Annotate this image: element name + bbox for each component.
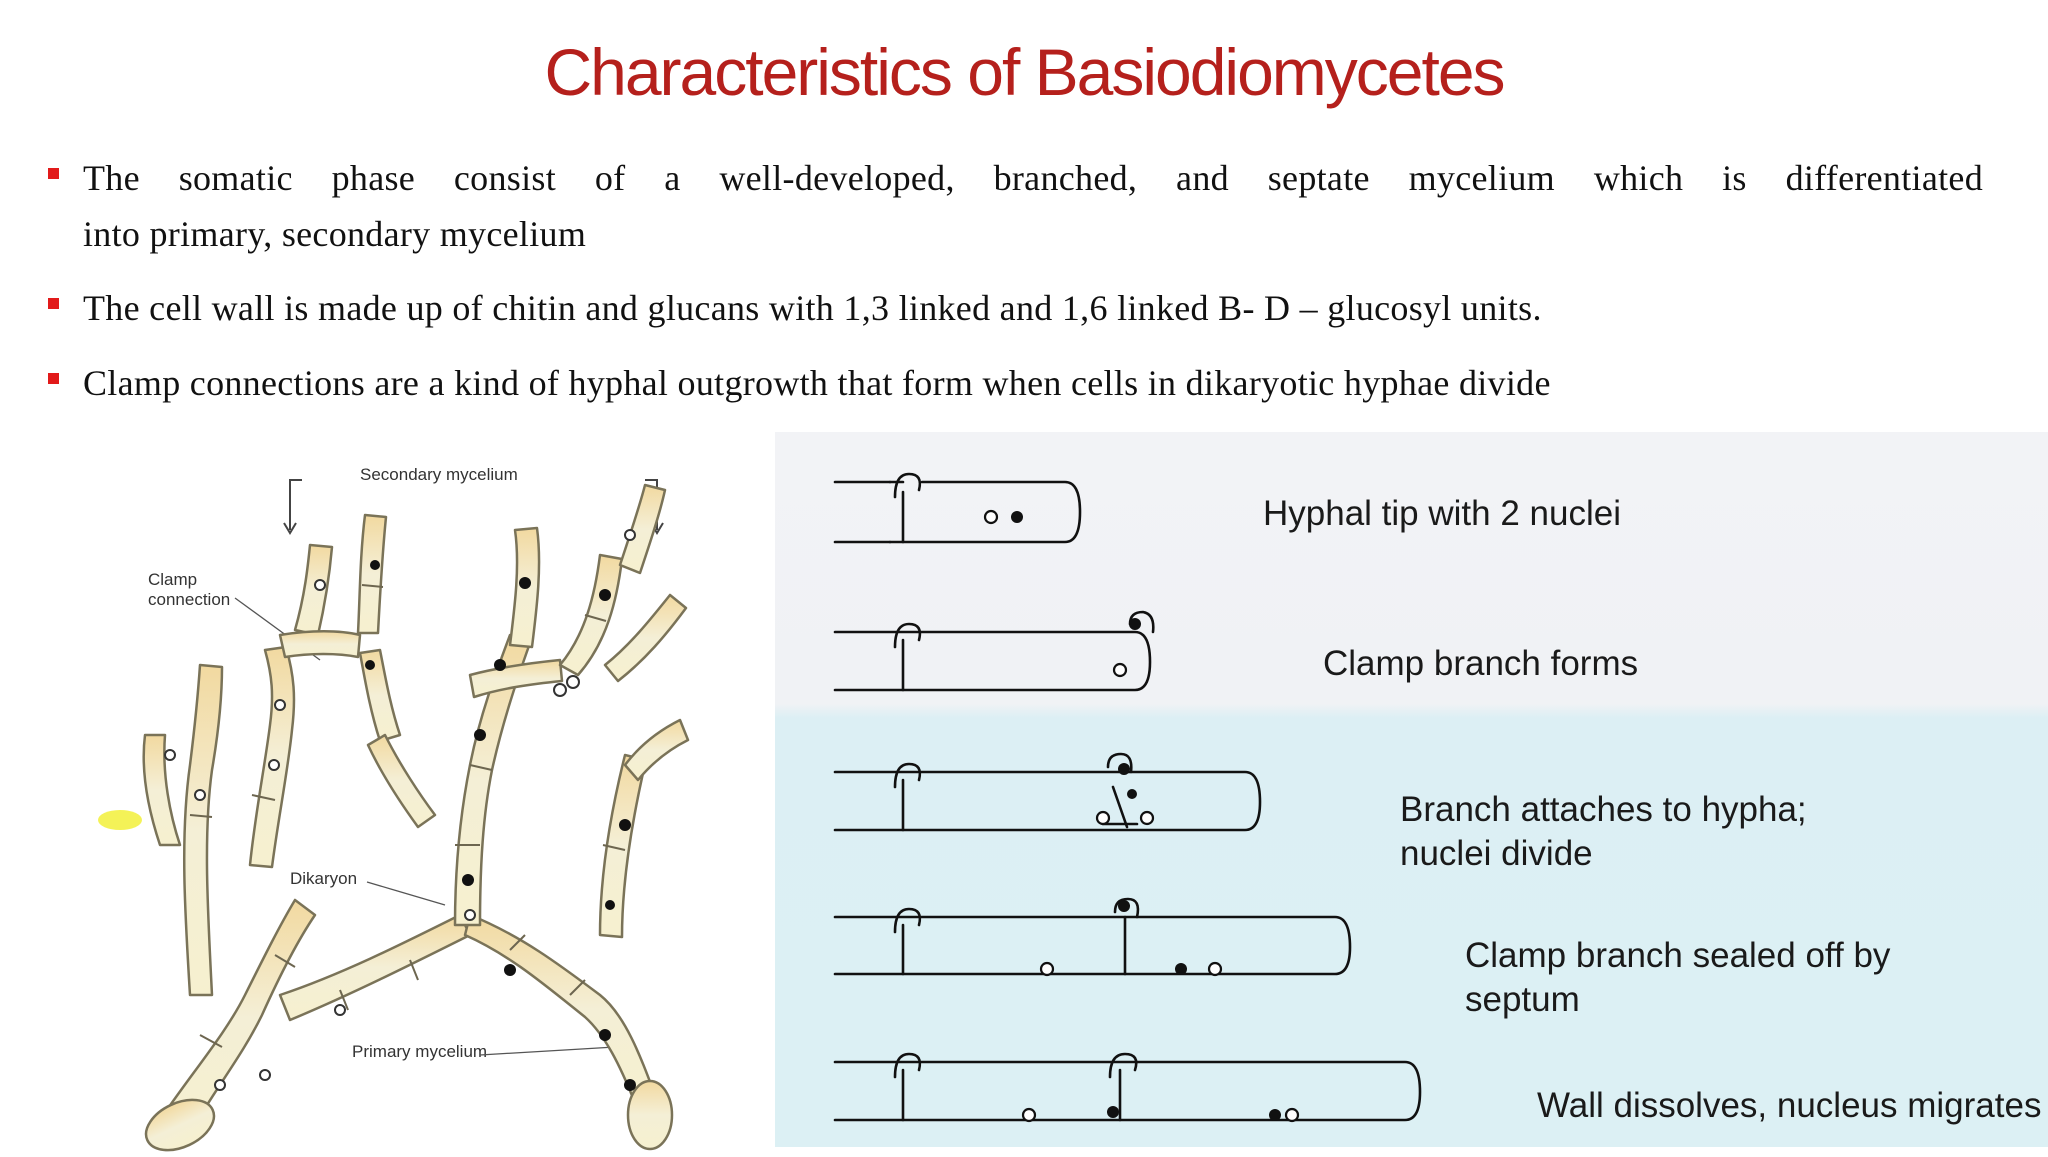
clamp-step-label — [1465, 934, 1890, 1022]
bullet-text: The cell wall is made up of chitin and glucans with 1,3 linked and 1,6 linked B- D – glucosyl units. — [83, 288, 1542, 328]
clamp-step-text: Clamp branch sealed off by — [1465, 936, 1891, 975]
clamp-connection-diagram — [775, 432, 2048, 1147]
secondary-mycelium-label: Secondary mycelium — [360, 465, 518, 484]
clamp-step-text: Clamp branch forms — [1323, 644, 1639, 683]
bullet-text-line: The somatic phase consist of a well-developed, branched, and septate mycelium which is differentiated — [83, 158, 1983, 198]
primary-mycelium-label: Primary mycelium — [352, 1042, 488, 1061]
dikaryon-label: Dikaryon — [290, 869, 358, 888]
mycelium-illustration — [40, 435, 740, 1152]
bullet-text: Clamp connections are a kind of hyphal outgrowth that form when cells in dikaryotic hyphae divide — [83, 363, 1551, 403]
clamp-step-label — [1537, 1084, 2041, 1128]
bullet-square-icon — [48, 168, 59, 179]
clamp-step-text: Wall dissolves, nucleus migrates — [1537, 1086, 2042, 1125]
bullet-square-icon — [48, 373, 59, 384]
clamp-connection-label: Clamp — [148, 570, 198, 589]
clamp-step-text: Hyphal tip with 2 nuclei — [1263, 494, 1621, 533]
clamp-step-label — [1263, 492, 1621, 536]
bullet-text — [83, 150, 1983, 262]
clamp-step-text: nuclei divide — [1400, 834, 1593, 873]
clamp-step-label — [1323, 642, 1638, 686]
bullet-text-line: into primary, secondary mycelium — [83, 214, 587, 254]
mycelium-diagram — [40, 435, 740, 1152]
slide-title: Characteristics of Basiodiomycetes — [544, 35, 1504, 109]
clamp-step-label — [1400, 788, 1807, 876]
clamp-connection-label: connection — [148, 590, 231, 609]
clamp-step-text: Branch attaches to hypha; — [1400, 790, 1807, 829]
clamp-step-text: septum — [1465, 980, 1580, 1019]
step1-hypha — [835, 474, 1080, 542]
bullet-square-icon — [48, 298, 59, 309]
